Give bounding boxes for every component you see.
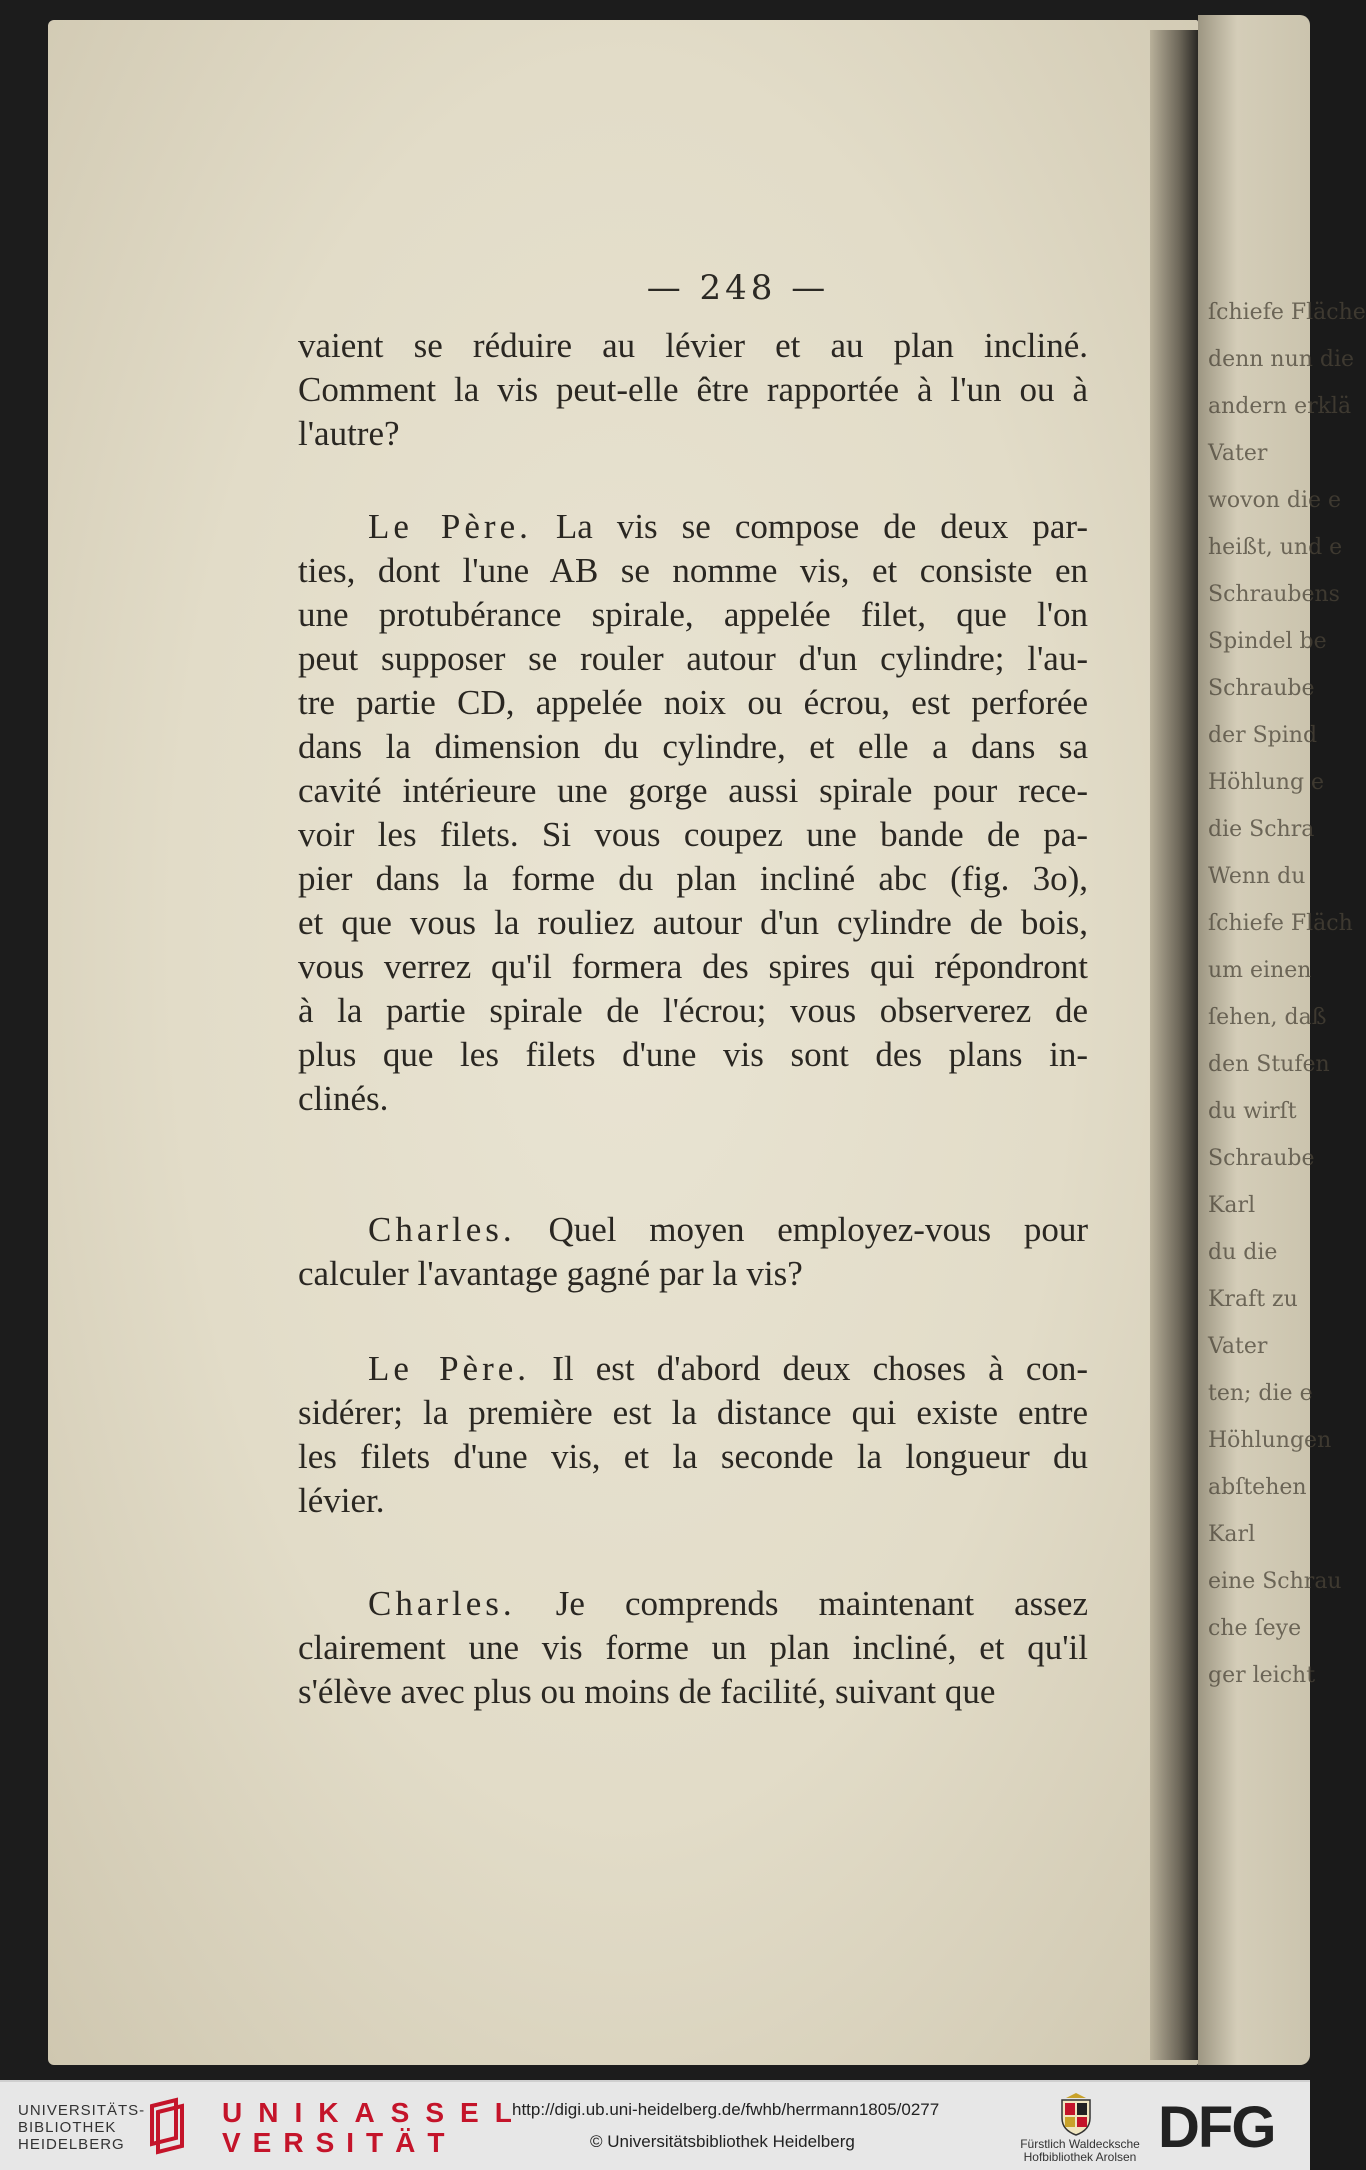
text-line — [298, 1208, 1088, 1252]
arolsen-line: Hofbibliothek Arolsen — [1023, 2150, 1137, 2164]
line-text: La vis se compose de deux par- — [555, 507, 1089, 546]
ub-heidelberg-logo[interactable] — [18, 2102, 145, 2153]
facing-page-line: Karl — [1208, 1193, 1256, 1218]
line-text: cavité intérieure une gorge aussi spirale pour rece- — [298, 771, 1088, 810]
page-number-header: — 248 — — [646, 268, 830, 308]
line-text: à la partie spirale de l'écrou; vous observerez de — [298, 991, 1088, 1030]
line-text: l'autre? — [298, 414, 400, 453]
line-text: ties, dont l'une AB se nomme vis, et consiste en — [298, 551, 1088, 590]
text-line — [298, 412, 1088, 456]
paragraph — [298, 505, 1088, 1121]
text-line — [298, 945, 1088, 989]
line-text: peut supposer se rouler autour d'un cylindre; l'au- — [298, 639, 1088, 678]
facing-page-line: Vater — [1208, 1334, 1268, 1359]
facing-page-line: che ſeye — [1208, 1616, 1302, 1641]
speaker-name: Charles. — [368, 1584, 516, 1623]
line-text: une protubérance spirale, appelée filet, que l'on — [298, 595, 1088, 634]
kassel-logo-line: UNIKASSEL — [222, 2097, 528, 2128]
facing-page-line: um einen — [1208, 958, 1312, 983]
line-text: calculer l'avantage gagné par la vis? — [298, 1254, 803, 1293]
facing-page-line: ſchiefe Fläch — [1208, 911, 1353, 936]
line-text: Quel moyen employez-vous pour — [548, 1210, 1088, 1249]
facing-page-line: ſchiefe Fläche — [1208, 300, 1366, 325]
line-text: Je comprends maintenant assez — [555, 1584, 1088, 1623]
facing-page-line: Schraubens — [1208, 582, 1340, 607]
waldeck-crest-icon — [1058, 2092, 1094, 2136]
facing-page-line: du die — [1208, 1240, 1278, 1265]
text-line — [298, 637, 1088, 681]
line-text: et que vous la rouliez autour d'un cylindre de bois, — [298, 903, 1088, 942]
text-line — [298, 813, 1088, 857]
text-line — [298, 368, 1088, 412]
line-text: plus que les filets d'une vis sont des plans in- — [298, 1035, 1088, 1074]
text-line — [298, 1435, 1088, 1479]
ub-logo-line: BIBLIOTHEK — [18, 2119, 117, 2136]
paragraph — [298, 1347, 1088, 1523]
speaker-name: Charles. — [368, 1210, 516, 1249]
facing-page-line: die Schra — [1208, 817, 1315, 842]
facing-page-line: wovon die e — [1208, 488, 1342, 513]
line-text: s'élève avec plus ou moins de facilité, suivant que — [298, 1672, 996, 1711]
facing-page-line: ger leicht — [1208, 1663, 1316, 1688]
arolsen-line: Fürstlich Waldecksche — [1020, 2137, 1140, 2151]
speaker-name: Le Père. — [368, 507, 532, 546]
text-line — [298, 1077, 1088, 1121]
text-line — [298, 1033, 1088, 1077]
facing-page-line: denn nun die — [1208, 347, 1355, 372]
line-text: pier dans la forme du plan incliné abc (fig. 3o), — [298, 859, 1088, 898]
ub-logo-line: UNIVERSITÄTS- — [18, 2102, 146, 2119]
facing-page-line: Karl — [1208, 1522, 1256, 1547]
text-line — [298, 1252, 1088, 1296]
text-line — [298, 769, 1088, 813]
facing-page-line: Schraube — [1208, 1146, 1315, 1171]
facing-page-line: Schraube — [1208, 676, 1315, 701]
arolsen-library-label — [1010, 2138, 1150, 2164]
facing-page-line: Höhlungen — [1208, 1428, 1332, 1453]
facing-page-line: eine Schrau — [1208, 1569, 1342, 1594]
facing-page-line: Höhlung e — [1208, 770, 1325, 795]
paragraph — [298, 324, 1088, 456]
text-line — [298, 857, 1088, 901]
permalink-url[interactable]: http://digi.ub.uni-heidelberg.de/fwhb/herrmann1805/0277 — [512, 2100, 940, 2119]
text-line — [298, 1347, 1088, 1391]
facing-page-line: Wenn du — [1208, 864, 1306, 889]
text-line — [298, 324, 1088, 368]
facing-page-line: Vater — [1208, 441, 1268, 466]
text-line — [298, 1670, 1088, 1714]
ub-heidelberg-mark-icon — [146, 2098, 188, 2154]
text-line — [298, 1582, 1088, 1626]
line-text: Comment la vis peut-elle être rapportée à l'un ou à — [298, 370, 1088, 409]
facing-page-line: der Spind — [1208, 723, 1318, 748]
line-text: clairement une vis forme un plan incliné, et qu'il — [298, 1628, 1088, 1667]
text-line — [298, 725, 1088, 769]
line-text: clinés. — [298, 1079, 389, 1118]
facing-page-line: Kraft zu — [1208, 1287, 1298, 1312]
line-text: lévier. — [298, 1481, 385, 1520]
copyright-notice: © Universitätsbibliothek Heidelberg — [590, 2132, 855, 2151]
facing-page-line: den Stufen — [1208, 1052, 1330, 1077]
text-line — [298, 505, 1088, 549]
facing-page-line: Spindel be — [1208, 629, 1327, 654]
facing-page-line: andern erklä — [1208, 394, 1352, 419]
line-text: vous verrez qu'il formera des spires qui répondront — [298, 947, 1088, 986]
text-line — [298, 989, 1088, 1033]
facing-page-line: ſehen, daß — [1208, 1005, 1327, 1030]
facing-page-line: abſtehen — [1208, 1475, 1307, 1500]
speaker-name: Le Père. — [368, 1349, 531, 1388]
ub-logo-line: HEIDELBERG — [18, 2136, 125, 2153]
text-line — [298, 593, 1088, 637]
viewer-footer — [0, 2080, 1310, 2170]
facing-page-line: du wirſt — [1208, 1099, 1297, 1124]
text-line — [298, 901, 1088, 945]
text-line — [298, 1391, 1088, 1435]
text-line — [298, 1626, 1088, 1670]
text-line — [298, 681, 1088, 725]
paragraph — [298, 1208, 1088, 1296]
line-text: Il est d'abord deux choses à con- — [552, 1349, 1089, 1388]
dfg-logo[interactable]: DFG — [1158, 2095, 1275, 2160]
page-gutter — [1150, 30, 1198, 2060]
line-text: voir les filets. Si vous coupez une bande de pa- — [298, 815, 1088, 854]
line-text: sidérer; la première est la distance qui existe entre — [298, 1393, 1088, 1432]
line-text: les filets d'une vis, et la seconde la longueur du — [298, 1437, 1088, 1476]
facing-page-line: ten; die e — [1208, 1381, 1313, 1406]
text-line — [298, 549, 1088, 593]
kassel-logo-line: VERSITÄT — [222, 2127, 457, 2158]
line-text: tre partie CD, appelée noix ou écrou, est perforée — [298, 683, 1088, 722]
line-text: dans la dimension du cylindre, et elle a dans sa — [298, 727, 1088, 766]
text-line — [298, 1479, 1088, 1523]
facing-page-line: heißt, und e — [1208, 535, 1343, 560]
paragraph — [298, 1582, 1088, 1714]
uni-kassel-logo[interactable] — [222, 2098, 528, 2158]
line-text: vaient se réduire au lévier et au plan incliné. — [298, 326, 1088, 365]
